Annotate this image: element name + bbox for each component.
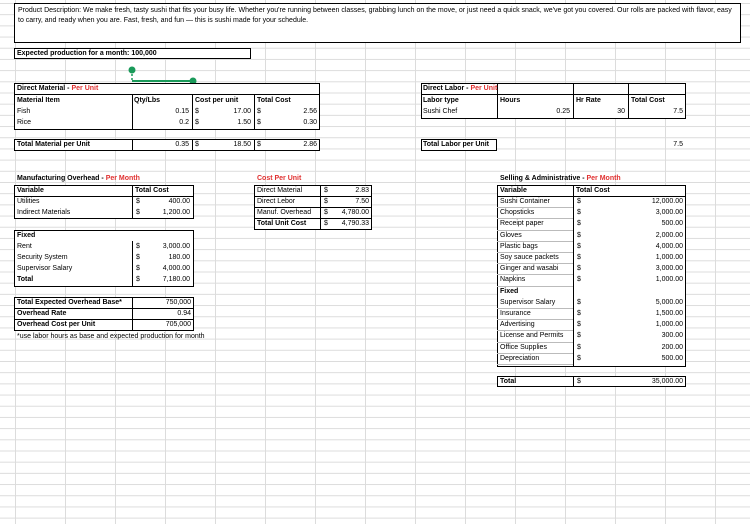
- sa-variable-item-label: Plastic bags: [500, 242, 538, 250]
- cpu-labor-cur: $: [324, 198, 328, 205]
- overhead-indirect-label: Indirect Materials: [17, 209, 71, 216]
- sa-fixed-item-cur: $: [577, 321, 581, 329]
- cpu-overhead-cur: $: [324, 209, 328, 216]
- overhead-supervisor-value[interactable]: 4,000.00: [162, 265, 190, 272]
- overhead-supervisor-label: Supervisor Salary: [17, 265, 73, 272]
- sa-fixed-item-label: Depreciation: [500, 354, 540, 362]
- overhead-base-value[interactable]: 750,000: [165, 299, 191, 306]
- expected-production-cell[interactable]: [14, 48, 251, 59]
- sa-variable-item-cur: $: [577, 242, 581, 250]
- dm-row-rice-cur2: $: [257, 119, 261, 126]
- overhead-security-cur: $: [136, 254, 140, 261]
- sa-variable-item-cur: $: [577, 265, 581, 273]
- sa-variable-item-cur: $: [577, 220, 581, 228]
- sa-variable-item-value[interactable]: 500.00: [661, 220, 683, 228]
- dm-row-rice-cost[interactable]: 1.50: [237, 119, 251, 126]
- dl-row-total[interactable]: 7.5: [673, 108, 683, 115]
- sa-variable-item-label: Napkins: [500, 276, 526, 284]
- sa-variable-item-cur: $: [577, 209, 581, 217]
- overhead-base-label: Total Expected Overhead Base*: [17, 299, 122, 306]
- sa-fixed-item-value[interactable]: 300.00: [661, 332, 683, 340]
- sa-fixed-item-label: Office Supplies: [500, 343, 547, 351]
- sa-fixed-item-cur: $: [577, 354, 581, 362]
- dm-row-fish-cur2: $: [257, 108, 261, 115]
- overhead-title: Manufacturing Overhead - Per Month: [17, 175, 140, 182]
- cpu-material-value[interactable]: 2.83: [355, 187, 369, 194]
- sa-fixed-item-cur: $: [577, 343, 581, 351]
- dm-header-cost: Cost per unit: [195, 97, 239, 104]
- total-material-label: Total Material per Unit: [17, 141, 90, 148]
- cpu-material-label: Direct Material: [257, 187, 303, 194]
- overhead-total-cost-label: Total Cost: [135, 187, 169, 194]
- sa-fixed-item-value[interactable]: 1,000.00: [655, 321, 683, 329]
- dl-header-hours: Hours: [500, 97, 521, 104]
- sa-variable-item-cur: $: [577, 254, 581, 261]
- product-description[interactable]: [14, 3, 741, 43]
- overhead-rate-value[interactable]: 0.94: [177, 310, 191, 317]
- sa-fixed-item-cur: $: [577, 332, 581, 340]
- dl-row-hours[interactable]: 0.25: [556, 108, 570, 115]
- overhead-cost-per-unit-label: Overhead Cost per Unit: [17, 321, 96, 328]
- overhead-indirect-value[interactable]: 1,200.00: [162, 209, 190, 216]
- dm-row-rice-qty[interactable]: 0.2: [179, 119, 189, 126]
- sa-total-value[interactable]: 35,000.00: [651, 378, 683, 385]
- sa-fixed-item-value[interactable]: 1,500.00: [655, 310, 683, 317]
- overhead-utilities-cur: $: [136, 198, 140, 205]
- sa-total-cur: $: [577, 378, 581, 385]
- overhead-fixed-total-cur: $: [136, 276, 140, 283]
- sa-fixed-item-label: License and Permits: [500, 332, 564, 340]
- cpu-overhead-label: Manuf. Overhead: [257, 209, 312, 216]
- cost-per-unit-title: Cost Per Unit: [257, 175, 302, 182]
- overhead-supervisor-cur: $: [136, 265, 140, 272]
- overhead-rent-label: Rent: [17, 243, 32, 250]
- dm-row-fish-cur: $: [195, 108, 199, 115]
- dm-row-rice-cur: $: [195, 119, 199, 126]
- sa-fixed-item-cur: $: [577, 310, 581, 317]
- sa-total-cost-label: Total Cost: [576, 187, 610, 194]
- dl-header-rate: Hr Rate: [576, 97, 601, 104]
- sa-variable-item-value[interactable]: 2,000.00: [655, 231, 683, 239]
- overhead-note: *use labor hours as base and expected production for month: [17, 333, 205, 340]
- sa-variable-item-label: Receipt paper: [500, 220, 544, 228]
- dm-header-qty: Qty/Lbs: [134, 97, 161, 104]
- total-material-total[interactable]: 2.86: [303, 141, 317, 148]
- overhead-indirect-cur: $: [136, 209, 140, 216]
- overhead-fixed-total-label: Total: [17, 276, 34, 283]
- sa-variable-item-label: Sushi Container: [500, 198, 550, 205]
- connector-handle-start: [129, 67, 136, 74]
- dm-header-total: Total Cost: [257, 97, 291, 104]
- cpu-labor-value[interactable]: 7.50: [355, 198, 369, 205]
- cpu-material-cur: $: [324, 187, 328, 194]
- direct-material-title: Direct Material - Per Unit: [17, 85, 99, 92]
- total-material-cur: $: [195, 141, 199, 148]
- total-material-cur2: $: [257, 141, 261, 148]
- sa-variable-item-value[interactable]: 4,000.00: [655, 242, 683, 250]
- dl-row-type[interactable]: Sushi Chef: [423, 108, 458, 115]
- sa-fixed-item-cur: $: [577, 298, 581, 306]
- sa-fixed-item-value[interactable]: 200.00: [661, 343, 683, 351]
- cpu-total-label: Total Unit Cost: [257, 220, 307, 227]
- total-material-cost[interactable]: 18.50: [233, 141, 251, 148]
- direct-labor-title: Direct Labor - Per Unit: [423, 85, 498, 92]
- sa-fixed-item-label: Advertising: [500, 321, 535, 329]
- sa-fixed-item-label: Supervisor Salary: [500, 298, 556, 306]
- dm-row-fish-cost[interactable]: 17.00: [233, 108, 251, 115]
- dl-header-total: Total Cost: [631, 97, 665, 104]
- overhead-variable-label: Variable: [17, 187, 44, 194]
- dl-row-rate[interactable]: 30: [617, 108, 625, 115]
- sa-variable-item-label: Ginger and wasabi: [500, 265, 559, 273]
- sa-variable-item-value[interactable]: 3,000.00: [655, 209, 683, 217]
- overhead-utilities-label: Utilities: [17, 198, 40, 205]
- sa-variable-item-cur: $: [577, 231, 581, 239]
- dm-row-rice-total[interactable]: 0.30: [303, 119, 317, 126]
- dm-row-fish-qty[interactable]: 0.15: [175, 108, 189, 115]
- product-description-text: Product Description: We make fresh, tasty sushi that fits your busy life. Whether you're running between classes, grabbing lunch on the move, or just need a quick snack, we've got you covered. Our rolls are packed with flavor, easy to carry, and ready when you are. Fast, fresh, and fun — this is sushi made for your schedule.: [18, 7, 732, 24]
- sa-fixed-label: Fixed: [500, 287, 519, 295]
- total-material-qty[interactable]: 0.35: [175, 141, 189, 148]
- sa-fixed-item-value[interactable]: 5,000.00: [655, 298, 683, 306]
- expected-production-label: Expected production for a month: 100,000: [17, 50, 157, 57]
- sa-variable-label: Variable: [500, 187, 527, 194]
- overhead-fixed-total-value[interactable]: 7,180.00: [162, 276, 190, 283]
- overhead-fixed-label: Fixed: [17, 232, 36, 239]
- total-labor-label: Total Labor per Unit: [423, 141, 489, 148]
- cpu-labor-label: Direct Lebor: [257, 198, 296, 205]
- sa-variable-item-value[interactable]: 1,000.00: [655, 276, 683, 284]
- selling-admin-title: Selling & Administrative - Per Month: [500, 175, 621, 182]
- sa-variable-item-cur: $: [577, 198, 581, 205]
- dm-row-rice-item[interactable]: Rice: [17, 119, 32, 126]
- dm-header-item: Material Item: [17, 97, 60, 104]
- overhead-rate-label: Overhead Rate: [17, 310, 67, 317]
- cpu-total-value[interactable]: 4,790.33: [341, 220, 369, 227]
- sa-variable-item-label: Chopsticks: [500, 209, 535, 217]
- overhead-cost-per-unit-value[interactable]: 705,000: [165, 321, 191, 328]
- sa-variable-item-label: Gloves: [500, 231, 522, 239]
- sa-variable-item-value[interactable]: 3,000.00: [655, 265, 683, 273]
- total-labor-value[interactable]: 7.5: [673, 141, 683, 148]
- overhead-rent-value[interactable]: 3,000.00: [162, 243, 190, 250]
- sa-variable-item-label: Soy sauce packets: [500, 254, 559, 261]
- sa-variable-item-cur: $: [577, 276, 581, 284]
- dm-row-fish-item[interactable]: Fish: [17, 108, 31, 115]
- dl-header-type: Labor type: [423, 97, 459, 104]
- cpu-total-cur: $: [324, 220, 328, 227]
- sa-variable-item-value[interactable]: 1,000.00: [655, 254, 683, 261]
- overhead-rent-cur: $: [136, 243, 140, 250]
- sa-total-label: Total: [500, 378, 517, 385]
- overhead-utilities-value[interactable]: 400.00: [168, 198, 190, 205]
- overhead-security-value[interactable]: 180.00: [168, 254, 190, 261]
- sa-fixed-item-label: Insurance: [500, 310, 531, 317]
- overhead-security-label: Security System: [17, 254, 68, 261]
- dm-row-fish-total[interactable]: 2.56: [303, 108, 317, 115]
- sa-fixed-item-value[interactable]: 500.00: [661, 354, 683, 362]
- sa-variable-item-value[interactable]: 12,000.00: [651, 198, 683, 205]
- cpu-overhead-value[interactable]: 4,780.00: [341, 209, 369, 216]
